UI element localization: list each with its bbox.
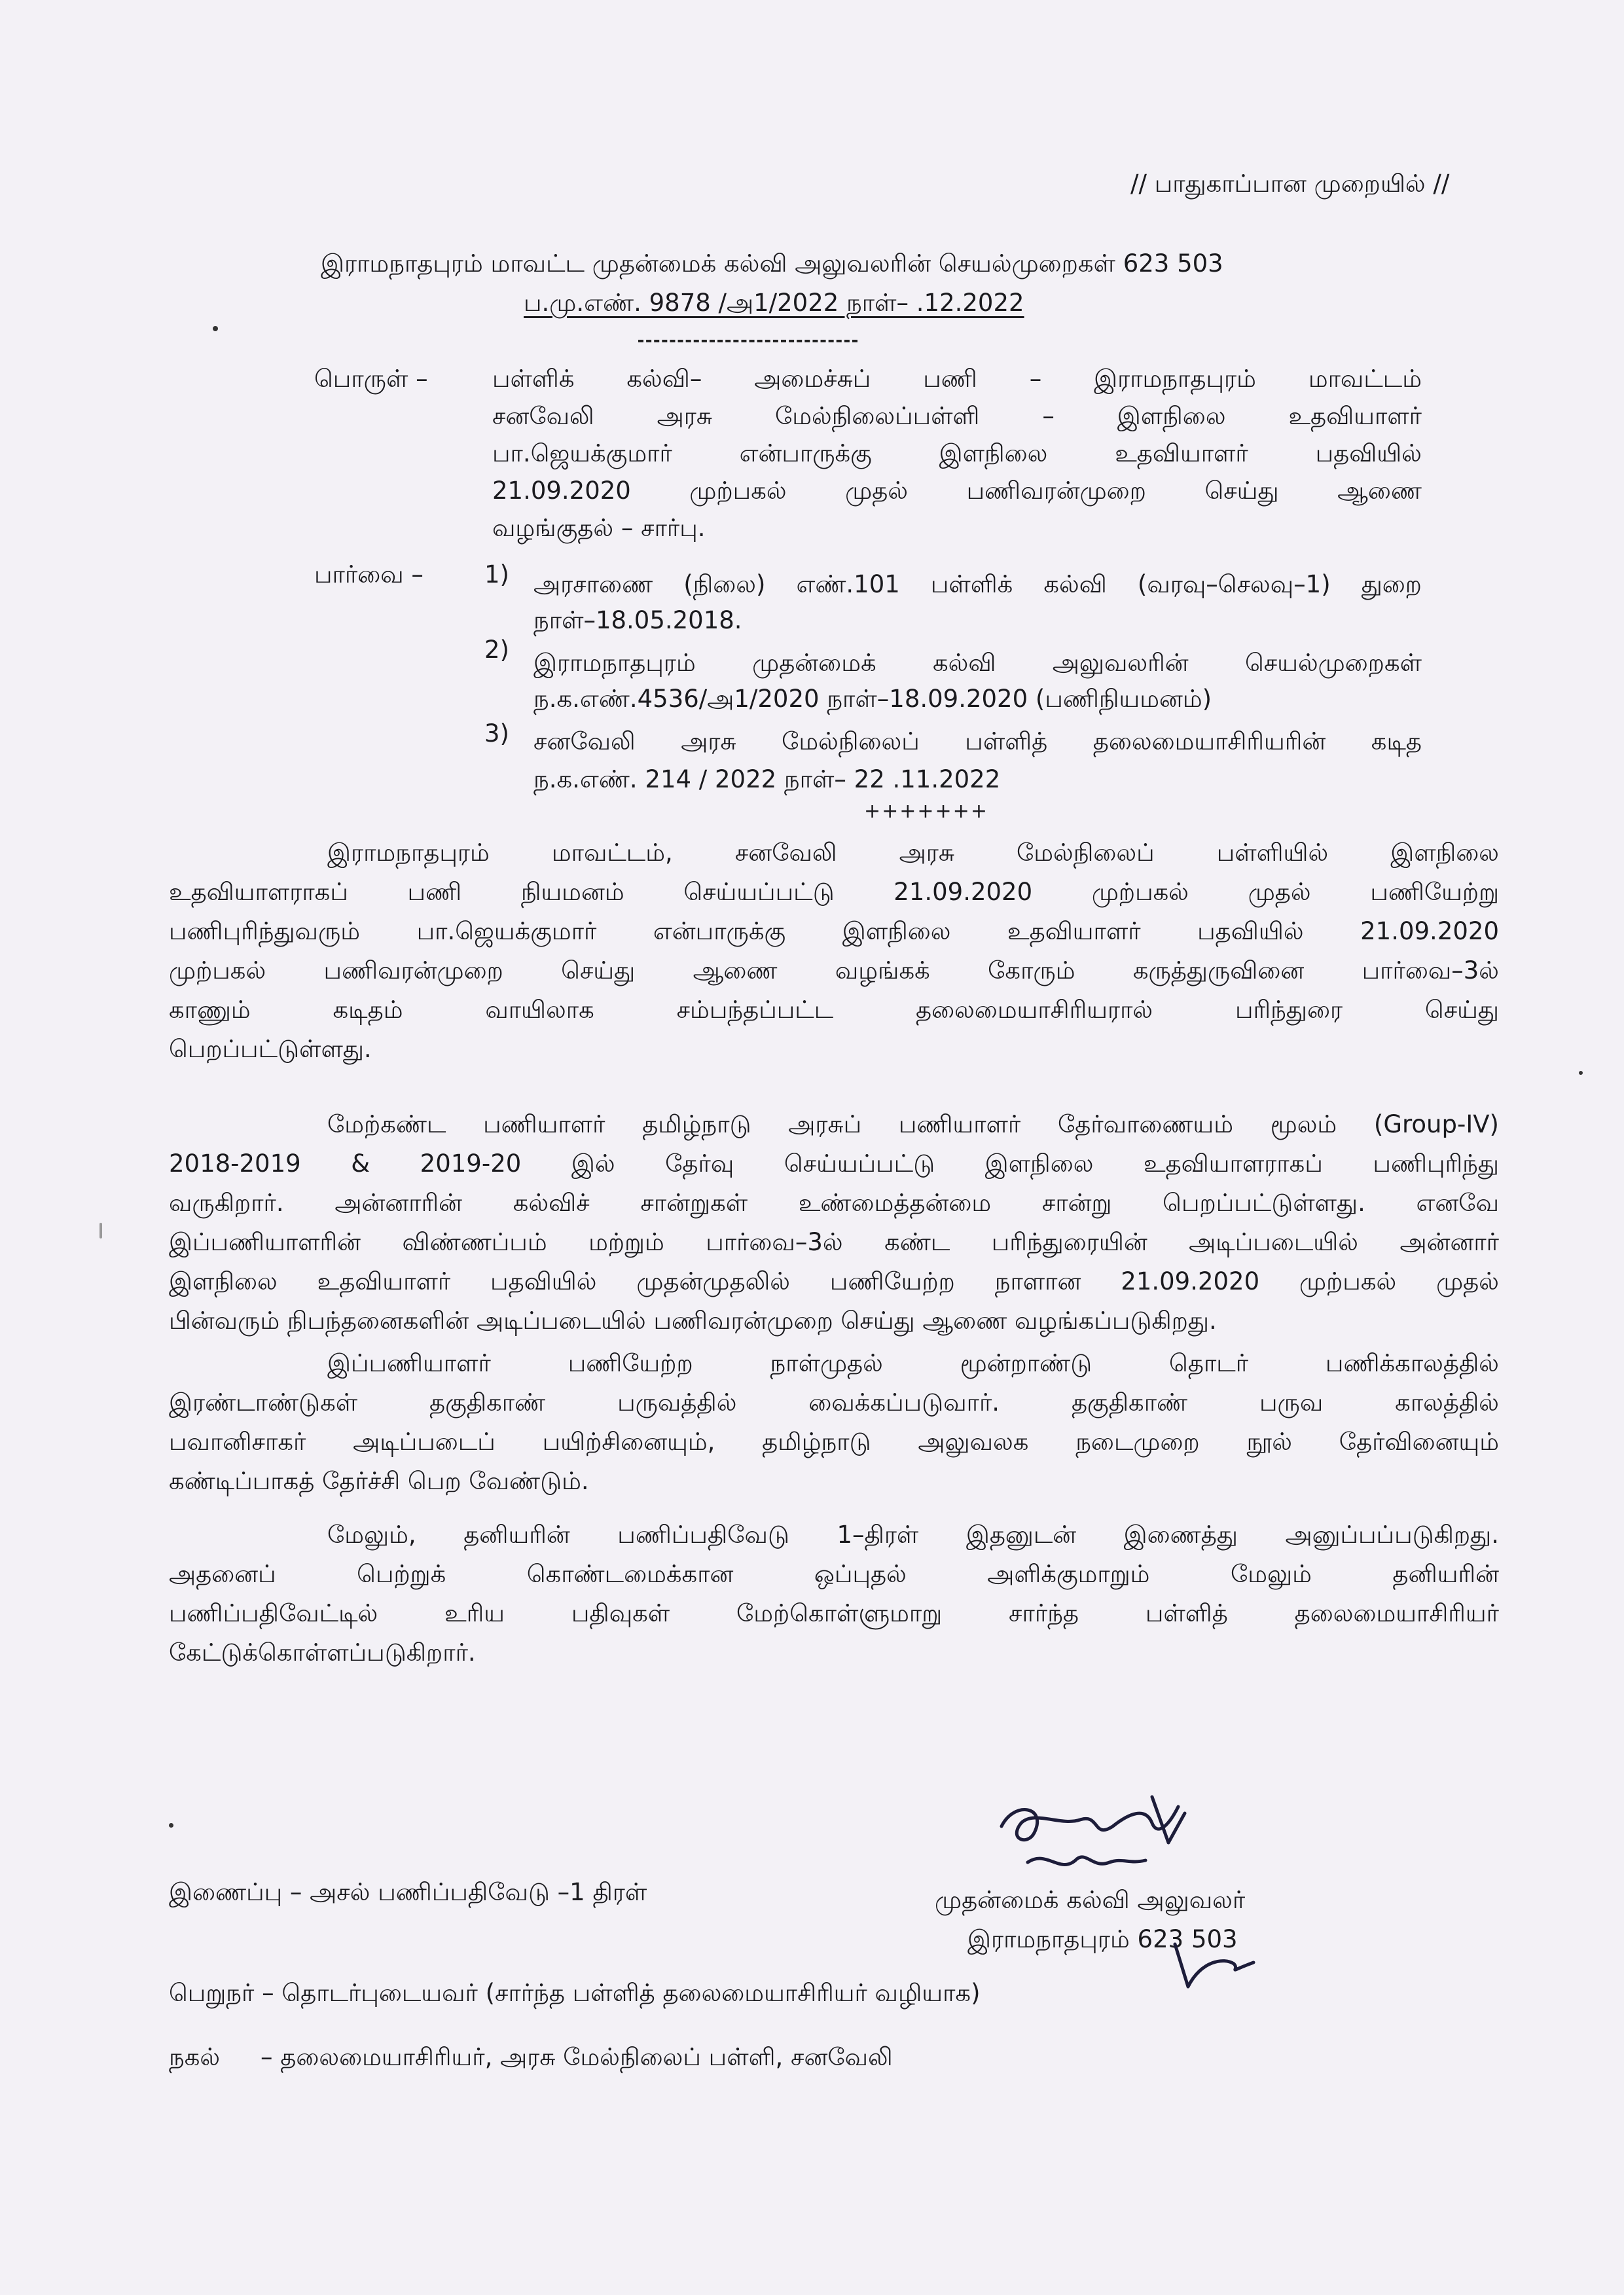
reference-number: 2): [484, 636, 509, 664]
body-line: இப்பணியாளரின் விண்ணப்பம் மற்றும் பார்வை–3ல் கண்ட பரிந்துரையின் அடிப்படையில் அன்னார்: [169, 1228, 1499, 1256]
body-line: இளநிலை உதவியாளர் பதவியில் முதன்முதலில் பணியேற்ற நாளான 21.09.2020 முற்பகல் முதல்: [169, 1267, 1499, 1295]
recipient-line: பெறுநர் – தொடர்புடையவர் (சார்ந்த பள்ளித் தலைமையாசிரியர் வழியாக): [169, 1979, 981, 2007]
subject-line: பள்ளிக் கல்வி– அமைச்சுப் பணி – இராமநாதபுரம் மாவட்டம்: [492, 365, 1422, 393]
scan-speck: [99, 1223, 102, 1238]
body-line: பெறப்பட்டுள்ளது.: [169, 1035, 372, 1063]
body-line: 2018-2019 & 2019-20 இல் தேர்வு செய்யப்பட்டு இளநிலை உதவியாளராகப் பணிபுரிந்து: [169, 1149, 1499, 1178]
body-line: உதவியாளராகப் பணி நியமனம் செய்யப்பட்டு 21.09.2020 முற்பகல் முதல் பணியேற்று: [169, 878, 1499, 906]
body-line: காணும் கடிதம் வாயிலாக சம்பந்தப்பட்ட தலைமையாசிரியரால் பரிந்துரை செய்து: [169, 996, 1499, 1024]
subject-line: பா.ஜெயக்குமார் என்பாருக்கு இளநிலை உதவியாளர் பதவியில்: [492, 439, 1422, 467]
enclosure-note: இணைப்பு – அசல் பணிப்பதிவேடு –1 திரள்: [169, 1878, 647, 1906]
classification-note: // பாதுகாப்பான முறையில் //: [1130, 170, 1450, 198]
scan-speck: [213, 326, 218, 331]
body-line: மேலும், தனியரின் பணிப்பதிவேடு 1–திரள் இதனுடன் இணைத்து அனுப்பப்படுகிறது.: [327, 1521, 1499, 1549]
header-divider: [638, 340, 857, 342]
signatory-title: முதன்மைக் கல்வி அலுவலர்: [935, 1886, 1246, 1914]
reference-line: சனவேலி அரசு மேல்நிலைப் பள்ளித் தலைமையாசிரியரின் கடித: [533, 727, 1422, 755]
reference-line: ந.க.எண்.4536/அ1/2020 நாள்–18.09.2020 (பணிநியமனம்): [533, 685, 1212, 713]
body-line: பின்வரும் நிபந்தனைகளின் அடிப்படையில் பணிவரன்முறை செய்து ஆணை வழங்கப்படுகிறது.: [169, 1307, 1217, 1335]
body-line: முற்பகல் பணிவரன்முறை செய்து ஆணை வழங்கக் கோரும் கருத்துருவினை பார்வை–3ல்: [169, 956, 1499, 985]
body-line: பணிப்பதிவேட்டில் உரிய பதிவுகள் மேற்கொள்ளுமாறு சார்ந்த பள்ளித் தலைமையாசிரியர்: [169, 1599, 1499, 1627]
scan-speck: [169, 1823, 173, 1828]
reference-line: இராமநாதபுரம் முதன்மைக் கல்வி அலுவலரின் செயல்முறைகள்: [533, 649, 1422, 677]
body-line: மேற்கண்ட பணியாளர் தமிழ்நாடு அரசுப் பணியாளர் தேர்வாணையம் மூலம் (Group-IV): [327, 1110, 1499, 1138]
subject-label: பொருள் –: [314, 365, 428, 393]
officer-signature: [988, 1787, 1204, 1898]
reference-number-line: ப.மு.எண். 9878 /அ1/2022 நாள்– .12.2022: [524, 289, 1024, 317]
scan-speck: [1579, 1071, 1583, 1075]
body-line: அதனைப் பெற்றுக் கொண்டமைக்கான ஒப்புதல் அளிக்குமாறும் மேலும் தனியரின்: [169, 1560, 1499, 1588]
body-line: இரண்டாண்டுகள் தகுதிகாண் பருவத்தில் வைக்கப்படுவார். தகுதிகாண் பருவ காலத்தில்: [169, 1388, 1499, 1417]
office-title: இராமநாதபுரம் மாவட்ட முதன்மைக் கல்வி அலுவலரின் செயல்முறைகள் 623 503: [321, 249, 1223, 278]
subject-line: வழங்குதல் – சார்பு.: [492, 514, 706, 542]
body-line: இப்பணியாளர் பணியேற்ற நாள்முதல் மூன்றாண்டு தொடர் பணிக்காலத்தில்: [327, 1349, 1499, 1377]
copy-to-line: – தலைமையாசிரியர், அரசு மேல்நிலைப் பள்ளி, சனவேலி: [261, 2043, 893, 2071]
body-line: இராமநாதபுரம் மாவட்டம், சனவேலி அரசு மேல்நிலைப் பள்ளியில் இளநிலை: [327, 839, 1499, 867]
body-line: கேட்டுக்கொள்ளப்படுகிறார்.: [169, 1638, 476, 1667]
body-line: பவானிசாகர் அடிப்படைப் பயிற்சினையும், தமிழ்நாடு அலுவலக நடைமுறை நூல் தேர்வினையும்: [169, 1428, 1499, 1456]
references-label: பார்வை –: [314, 560, 424, 588]
copy-label: நகல்: [169, 2043, 221, 2071]
section-separator: +++++++: [864, 800, 988, 823]
body-line: பணிபுரிந்துவரும் பா.ஜெயக்குமார் என்பாருக்கு இளநிலை உதவியாளர் பதவியில் 21.09.2020: [169, 917, 1499, 945]
reference-number: 1): [484, 560, 509, 588]
subject-line: சனவேலி அரசு மேல்நிலைப்பள்ளி – இளநிலை உதவியாளர்: [492, 402, 1422, 430]
body-line: வருகிறார். அன்னாரின் கல்விச் சான்றுகள் உண்மைத்தன்மை சான்று பெறப்பட்டுள்ளது. எனவே: [169, 1189, 1499, 1217]
initials-mark: [1162, 1938, 1273, 1997]
reference-line: ந.க.எண். 214 / 2022 நாள்– 22 .11.2022: [533, 765, 1001, 793]
body-line: கண்டிப்பாகத் தேர்ச்சி பெற வேண்டும்.: [169, 1467, 589, 1495]
reference-line: நாள்–18.05.2018.: [533, 606, 742, 634]
signatory-place: இராமநாதபுரம் 623 503: [967, 1925, 1238, 1953]
reference-number: 3): [484, 719, 509, 748]
subject-line: 21.09.2020 முற்பகல் முதல் பணிவரன்முறை செய்து ஆணை: [492, 477, 1422, 505]
reference-line: அரசாணை (நிலை) எண்.101 பள்ளிக் கல்வி (வரவு–செலவு–1) துறை: [533, 570, 1422, 598]
